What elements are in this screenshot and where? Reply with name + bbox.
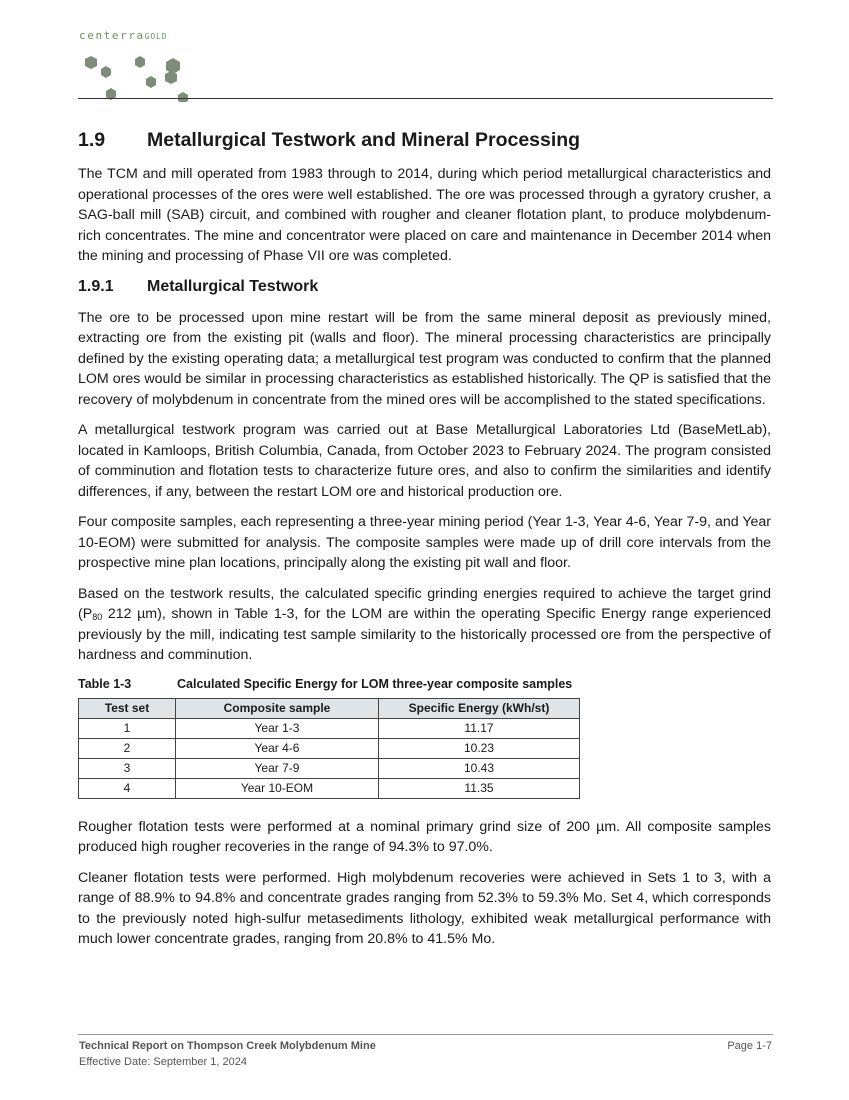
table-cell: 3	[79, 758, 176, 778]
subsection-number: 1.9.1	[78, 277, 114, 295]
table-cell: Year 1-3	[176, 718, 379, 738]
table-row	[79, 758, 580, 778]
table-cell: 1	[79, 718, 176, 738]
table-caption	[78, 676, 771, 692]
column-header: Test set	[79, 698, 176, 718]
table-cell: Year 4-6	[176, 738, 379, 758]
paragraph: The ore to be processed upon mine restart will be from the same mineral deposit as previously mined, extracting ore from the existing pit (walls and floor). The mineral processing characteristics are principally defined by the existing operating data; a metallurgical test program was conducted to confirm that the planned LOM ores would be similar in processing characteristics as established historically. The QP is satisfied that the recovery of molybdenum in concentrate from the mined ores will be accomplished to the stated specifications.	[78, 309, 771, 408]
table-cell: 11.35	[379, 778, 580, 798]
paragraph: Cleaner flotation tests were performed. High molybdenum recoveries were achieved in Sets 1 to 3, with a range of 88.9% to 94.8% and concentrate grades ranging from 52.3% to 59.3% Mo. Set 4, which corresponds to the previously noted high-sulfur metasediments lithology, exhibited weak metallurgical performance with much lower concentrate grades, ranging from 20.8% to 41.5% Mo.	[78, 869, 771, 947]
hexagon-cluster-icon	[79, 46, 194, 102]
table-cell: Year 7-9	[176, 758, 379, 778]
table-cell: 4	[79, 778, 176, 798]
logo-wordmark: centerra	[79, 29, 145, 42]
table-row	[79, 738, 580, 758]
column-header: Specific Energy (kWh/st)	[379, 698, 580, 718]
intro-paragraph: The TCM and mill operated from 1983 through to 2014, during which period metallurgical characteristics and operational processes of the ores were well established. The ore was processed through a gyratory crusher, a SAG-ball mill (SAB) circuit, and combined with rougher and cleaner flotation plant, to produce molybdenum-rich concentrates. The mine and concentrator were placed on care and maintenance in December 2014 when the mining and processing of Phase VII ore was completed.	[78, 166, 771, 264]
specific-energy-table	[78, 698, 580, 799]
section-number: 1.9	[78, 129, 106, 151]
subsection-heading	[78, 277, 771, 297]
table-number: Table 1-3	[78, 676, 132, 691]
table-caption-text: Calculated Specific Energy for LOM three-year composite samples	[177, 676, 573, 691]
table-row	[79, 778, 580, 798]
document-body	[78, 128, 771, 960]
table-cell: 11.17	[379, 718, 580, 738]
table-row	[79, 718, 580, 738]
paragraph: A metallurgical testwork program was carried out at Base Metallurgical Laboratories Ltd (BaseMetLab), located in Kamloops, British Columbia, Canada, from October 2023 to February 2024. The program consisted of comminution and flotation tests to characterize future ores, and also to confirm the similarities and identify differences, if any, between the restart LOM ore and historical production ore.	[78, 422, 771, 500]
table-cell: 2	[79, 738, 176, 758]
table-header-row	[79, 698, 580, 718]
section-title: Metallurgical Testwork and Mineral Processing	[147, 129, 581, 151]
logo-suffix: GOLD	[144, 32, 168, 41]
footer-report-title: Technical Report on Thompson Creek Molybdenum Mine	[79, 1040, 376, 1052]
grind-paragraph: Based on the testwork results, the calculated specific grinding energies required to achieve the target grind ($P_{80}$ 212 µm), shown in Table 1-3, for the LOM are within the operating Specific Energy range experienced previously by the mill, indicating test sample similarity to the historically processed ore from the perspective of hardness and comminution.	[78, 585, 771, 663]
footer-divider	[78, 1034, 773, 1035]
company-logo	[79, 30, 194, 102]
subsection-title: Metallurgical Testwork	[147, 277, 319, 295]
column-header: Composite sample	[176, 698, 379, 718]
footer-effective-date: Effective Date: September 1, 2024	[79, 1056, 247, 1068]
table-cell: 10.43	[379, 758, 580, 778]
section-heading	[78, 128, 771, 152]
paragraph: Four composite samples, each representing a three-year mining period (Year 1-3, Year 4-6, Year 7-9, and Year 10-EOM) were submitted for analysis. The composite samples were made up of drill core intervals from the prospective mine plan locations, principally along the existing pit wall and floor.	[78, 514, 771, 571]
page-number: Page 1-7	[727, 1040, 772, 1052]
paragraph: Rougher flotation tests were performed at a nominal primary grind size of 200 µm. All composite samples produced high rougher recoveries in the range of 94.3% to 97.0%.	[78, 818, 771, 855]
header-divider	[78, 98, 773, 99]
table-cell: Year 10-EOM	[176, 778, 379, 798]
table-cell: 10.23	[379, 738, 580, 758]
